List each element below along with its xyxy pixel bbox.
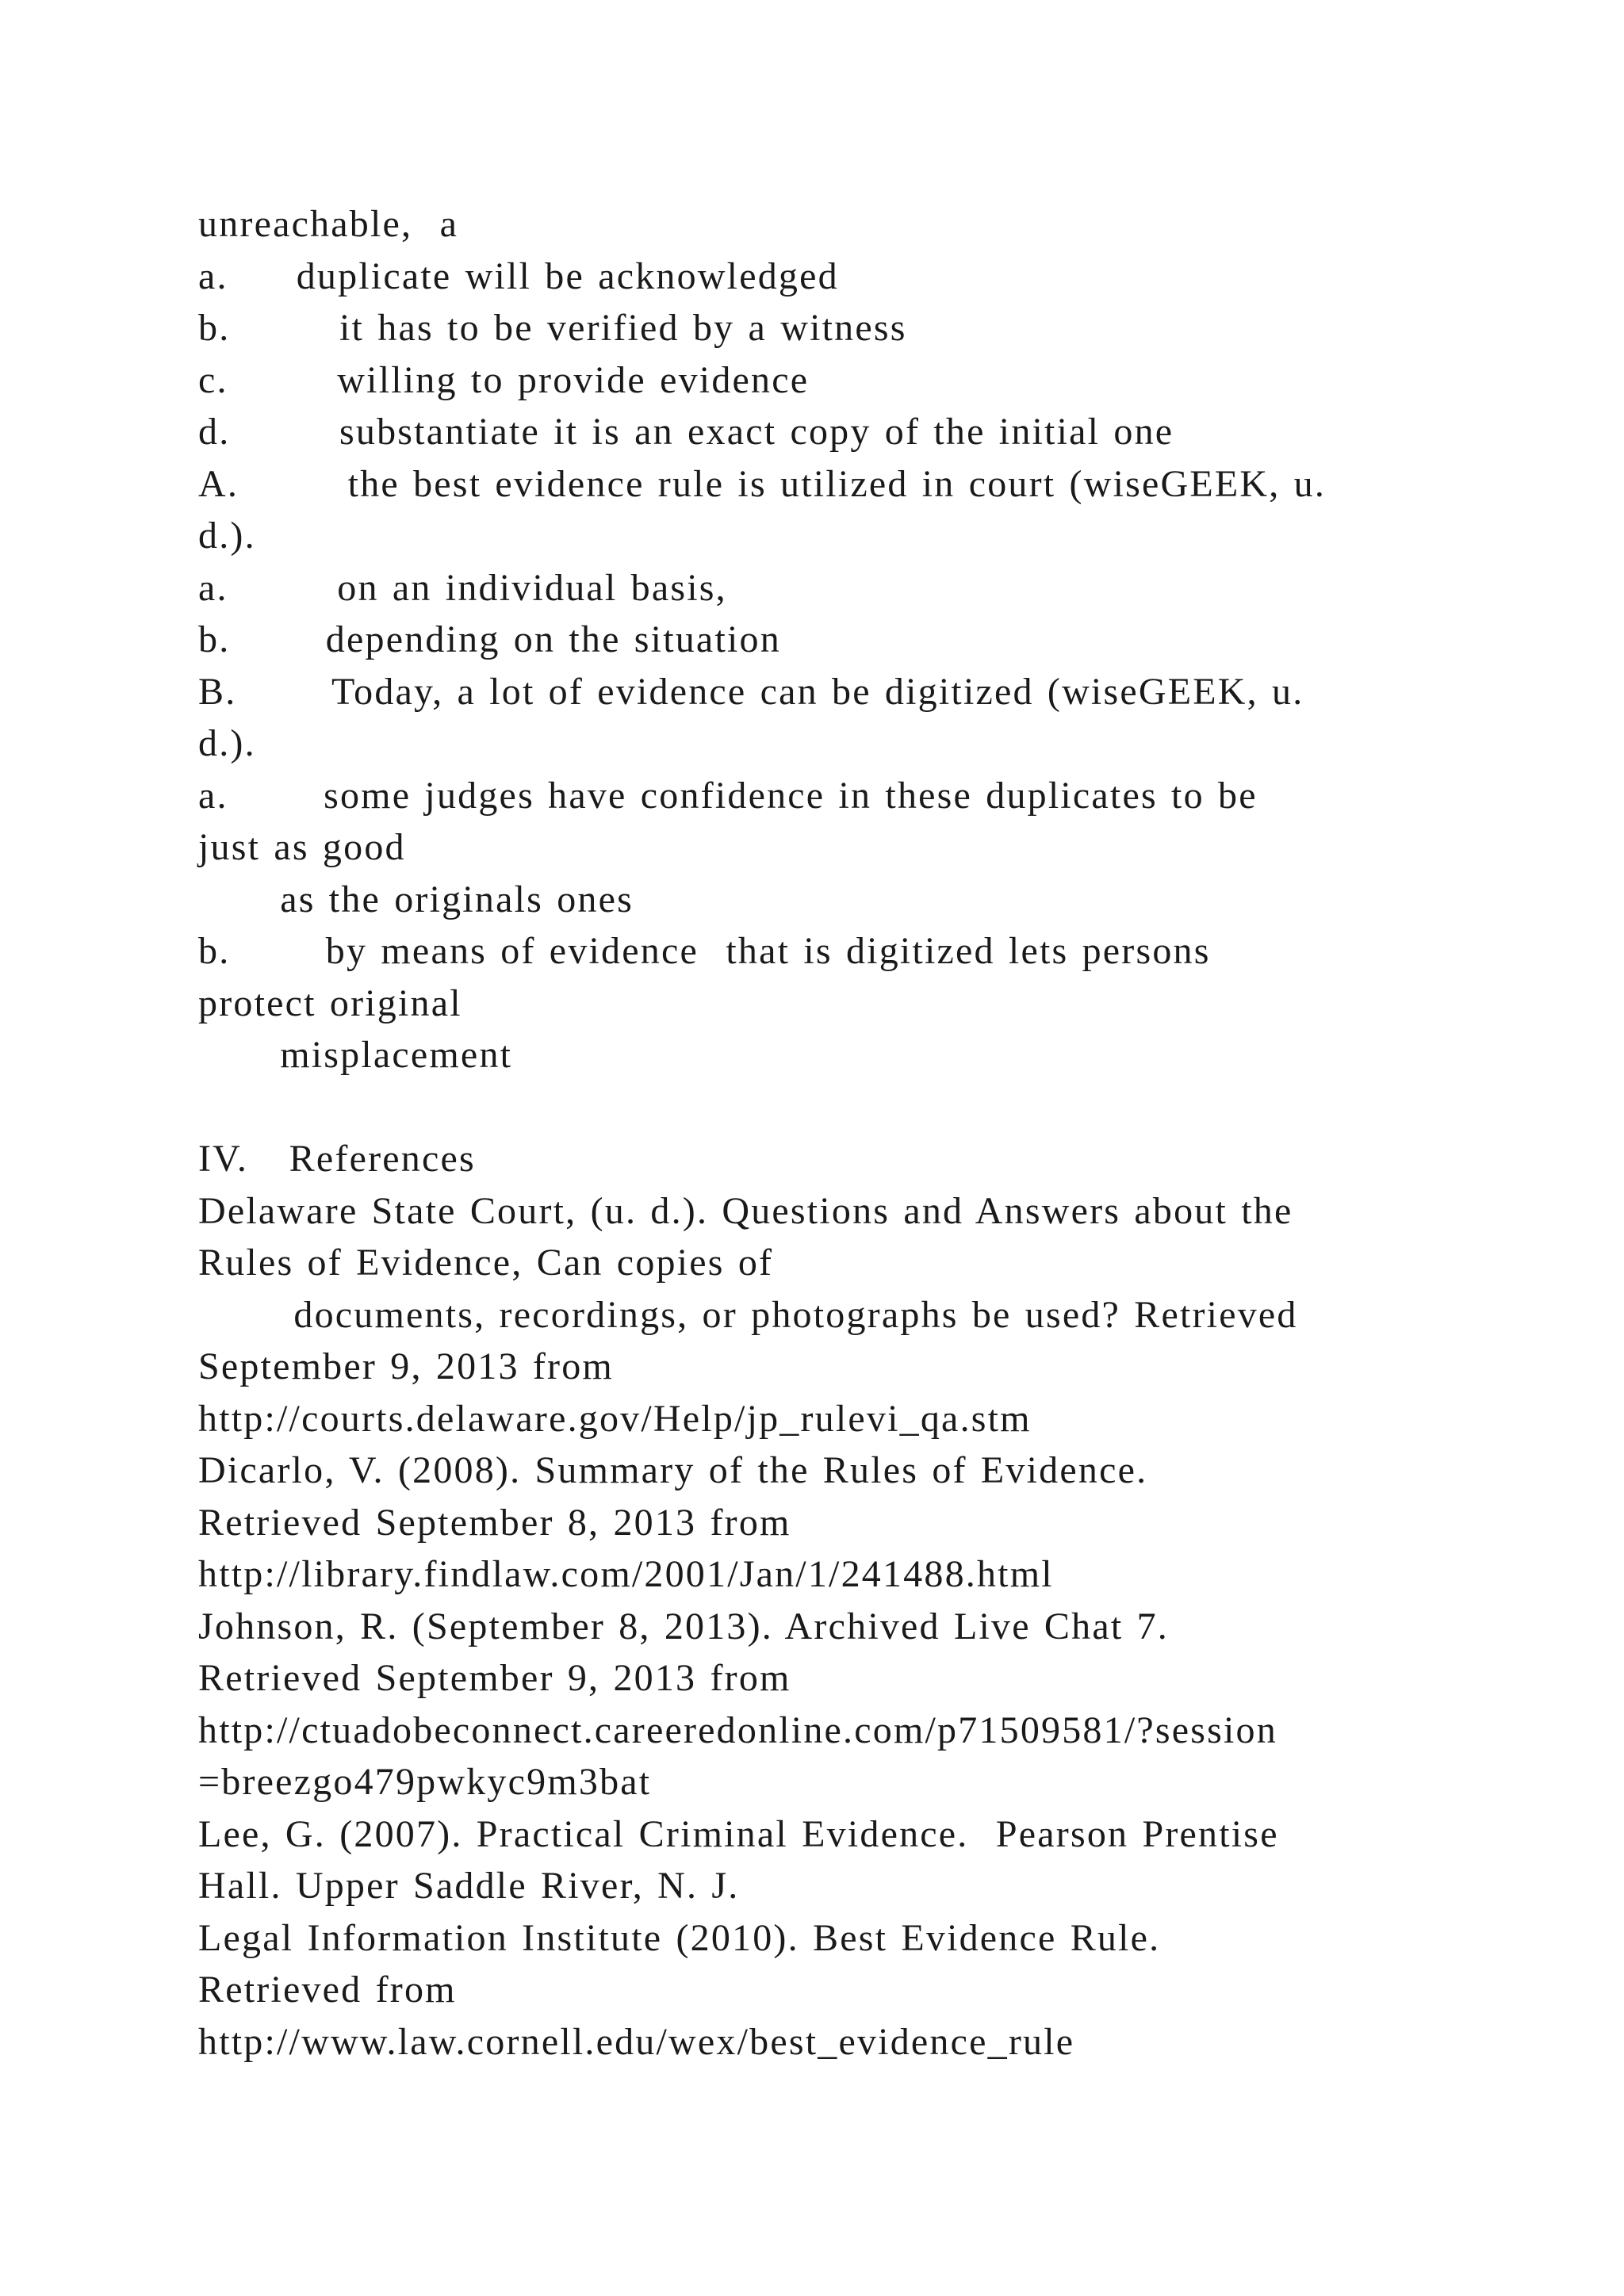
outline-line: A. the best evidence rule is utilized in court (wiseGEEK, u. [198,462,1327,505]
references-heading: IV. References [198,1138,476,1180]
reference-line: Delaware State Court, (u. d.). Questions and Answers about the [198,1189,1293,1232]
outline-line: b. by means of evidence that is digitized lets persons [198,930,1211,972]
outline-line: B. Today, a lot of evidence can be digitized (wiseGEEK, u. [198,670,1304,713]
reference-line: Retrieved September 9, 2013 from [198,1657,791,1699]
document-body [198,198,1435,2068]
outline-line: misplacement [198,1034,513,1076]
paragraph-gap [198,1081,1435,1134]
outline-line: c. willing to provide evidence [198,358,810,401]
outline-line: b. it has to be verified by a witness [198,307,907,349]
reference-line: Rules of Evidence, Can copies of [198,1242,774,1284]
outline-line: a. on an individual basis, [198,566,727,609]
reference-url: http://www.law.cornell.edu/wex/best_evidence_rule [198,2020,1075,2063]
reference-line: documents, recordings, or photographs be used? Retrieved [198,1293,1298,1336]
reference-line: Retrieved September 8, 2013 from [198,1501,791,1544]
outline-line: d.). [198,722,256,764]
outline-line: d.). [198,515,256,557]
reference-url: =breezgo479pwkyc9m3bat [198,1761,652,1803]
reference-url: http://courts.delaware.gov/Help/jp_rulevi_qa.stm [198,1397,1032,1440]
reference-line: Johnson, R. (September 8, 2013). Archived Live Chat 7. [198,1605,1169,1647]
reference-url: http://library.findlaw.com/2001/Jan/1/241488.html [198,1553,1054,1595]
outline-line: a. some judges have confidence in these duplicates to be [198,774,1258,817]
reference-line: Hall. Upper Saddle River, N. J. [198,1865,740,1907]
outline-line: just as good [198,826,406,868]
outline-line: a. duplicate will be acknowledged [198,254,839,297]
outline-line: as the originals ones [198,878,634,920]
outline-line: d. substantiate it is an exact copy of the initial one [198,411,1174,453]
outline-line: unreachable, a [198,203,459,245]
outline-line: protect original [198,982,462,1024]
reference-line: Retrieved from [198,1969,457,2011]
reference-line: Lee, G. (2007). Practical Criminal Evidence. Pearson Prentise [198,1812,1279,1855]
reference-line: Legal Information Institute (2010). Best Evidence Rule. [198,1916,1161,1959]
reference-line: Dicarlo, V. (2008). Summary of the Rules of Evidence. [198,1449,1148,1491]
reference-url: http://ctuadobeconnect.careeredonline.com/p71509581/?session [198,1709,1277,1751]
reference-line: September 9, 2013 from [198,1345,614,1387]
outline-line: b. depending on the situation [198,618,781,660]
